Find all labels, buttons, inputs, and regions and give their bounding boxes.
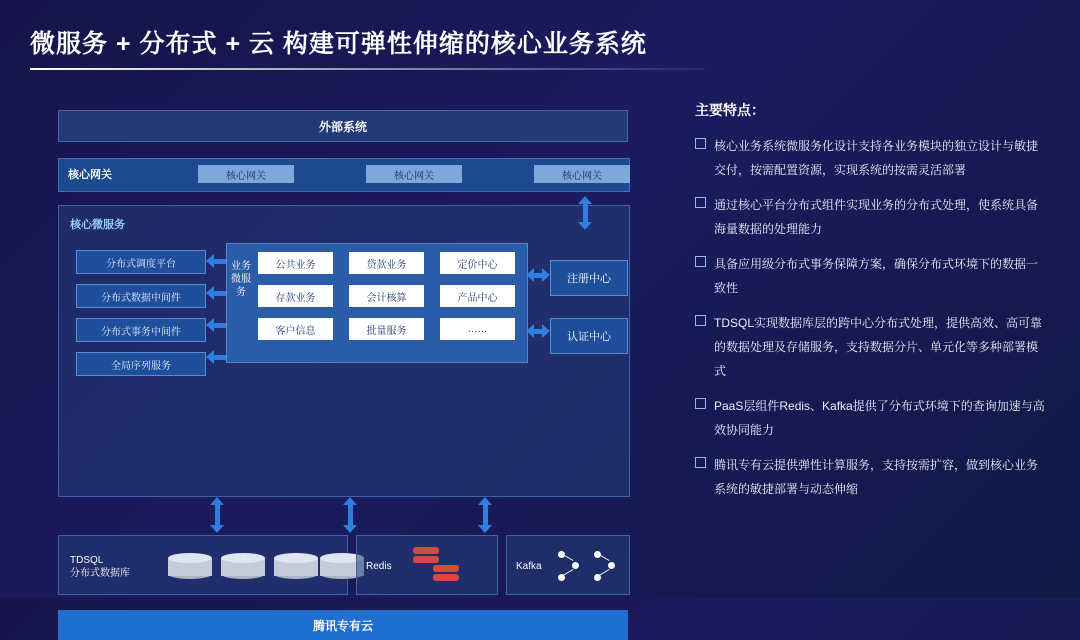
connector-core-redis xyxy=(343,497,357,533)
bullet-square-icon xyxy=(695,457,706,468)
component-data-middleware: 分布式数据中间件 xyxy=(76,284,206,308)
bullet-square-icon xyxy=(695,398,706,409)
business-cell-pricing: 定价中心 xyxy=(440,252,515,274)
tdsql-label xyxy=(70,554,130,580)
business-cell-customer: 客户信息 xyxy=(258,318,333,340)
component-auth-center: 认证中心 xyxy=(550,318,628,354)
connector-right-1 xyxy=(526,268,550,282)
feature-text: TDSQL实现数据库层的跨中心分布式处理，提供高效、高可靠的数据处理及存储服务，支持数据分片、单元化等多种部署模式 xyxy=(714,316,1043,378)
connector-left-4 xyxy=(206,350,226,364)
business-row-2 xyxy=(258,285,516,307)
features-title: 主要特点： xyxy=(695,102,765,118)
business-cell-batch: 批量服务 xyxy=(349,318,424,340)
feature-item xyxy=(695,394,1045,442)
component-registry-center: 注册中心 xyxy=(550,260,628,296)
tdsql-label-line2: 分布式数据库 xyxy=(70,568,130,579)
feature-item xyxy=(695,193,1045,241)
bullet-square-icon xyxy=(695,315,706,326)
external-system-bar: 外部系统 xyxy=(58,110,628,142)
connector-left-1 xyxy=(206,254,226,268)
feature-text: 具备应用级分布式事务保障方案，确保分布式环境下的数据一致性 xyxy=(714,257,1039,295)
feature-text: 腾讯专有云提供弹性计算服务，支持按需扩容，做到核心业务系统的敏捷部署与动态伸缩 xyxy=(714,458,1039,496)
feature-text: 通过核心平台分布式组件实现业务的分布式处理，使系统具备海量数据的处理能力 xyxy=(714,198,1039,236)
business-cell-grid xyxy=(258,252,516,351)
business-cell-product: 产品中心 xyxy=(440,285,515,307)
kafka-label: Kafka xyxy=(516,561,542,572)
bullet-square-icon xyxy=(695,138,706,149)
architecture-diagram xyxy=(58,110,628,633)
feature-text: PaaS层组件Redis、Kafka提供了分布式环境下的查询加速与高效协同能力 xyxy=(714,399,1045,437)
redis-icon xyxy=(413,547,439,563)
business-microservice-label: 业务微服务 xyxy=(231,261,251,298)
redis-icon-2 xyxy=(433,565,459,581)
connector-right-2 xyxy=(526,324,550,338)
business-cell-more: …… xyxy=(440,318,515,340)
features-panel xyxy=(695,100,1045,512)
feature-text: 核心业务系统微服务化设计支持各业务模块的独立设计与敏捷交付，按需配置资源，实现系统的按需灵活部署 xyxy=(714,139,1039,177)
redis-label: Redis xyxy=(366,561,392,572)
business-row-3 xyxy=(258,318,516,340)
business-cell-deposit: 存款业务 xyxy=(258,285,333,307)
component-global-sequence: 全局序列服务 xyxy=(76,352,206,376)
business-cell-public: 公共业务 xyxy=(258,252,333,274)
gateway-chip-3: 核心网关 xyxy=(534,165,630,183)
component-transaction-middleware: 分布式事务中间件 xyxy=(76,318,206,342)
feature-item xyxy=(695,453,1045,501)
component-scheduler: 分布式调度平台 xyxy=(76,250,206,274)
database-cylinder-2 xyxy=(221,553,265,579)
right-component-stack xyxy=(550,260,628,376)
database-cylinder-1 xyxy=(168,553,212,579)
cloud-band: 腾讯专有云 xyxy=(58,610,628,640)
business-cell-accounting: 会计核算 xyxy=(349,285,424,307)
database-cylinder-3 xyxy=(274,553,318,579)
connector-core-tdsql xyxy=(210,497,224,533)
business-row-1 xyxy=(258,252,516,274)
feature-item xyxy=(695,134,1045,182)
tdsql-label-line1: TDSQL xyxy=(70,555,104,566)
connector-core-kafka xyxy=(478,497,492,533)
left-component-stack xyxy=(76,250,206,386)
core-microservice-title: 核心微服务 xyxy=(70,219,125,231)
feature-item xyxy=(695,252,1045,300)
gateway-chip-2: 核心网关 xyxy=(366,165,462,183)
business-cell-loan: 贷款业务 xyxy=(349,252,424,274)
connector-left-3 xyxy=(206,318,226,332)
bullet-square-icon xyxy=(695,197,706,208)
connector-left-2 xyxy=(206,286,226,300)
title-divider xyxy=(30,68,705,70)
feature-item xyxy=(695,311,1045,383)
connector-gateway-core xyxy=(578,196,592,230)
page-title: 微服务 + 分布式 + 云 构建可弹性伸缩的核心业务系统 xyxy=(30,30,647,58)
gateway-chip-1: 核心网关 xyxy=(198,165,294,183)
bullet-square-icon xyxy=(695,256,706,267)
gateway-band-label: 核心网关 xyxy=(68,169,112,181)
